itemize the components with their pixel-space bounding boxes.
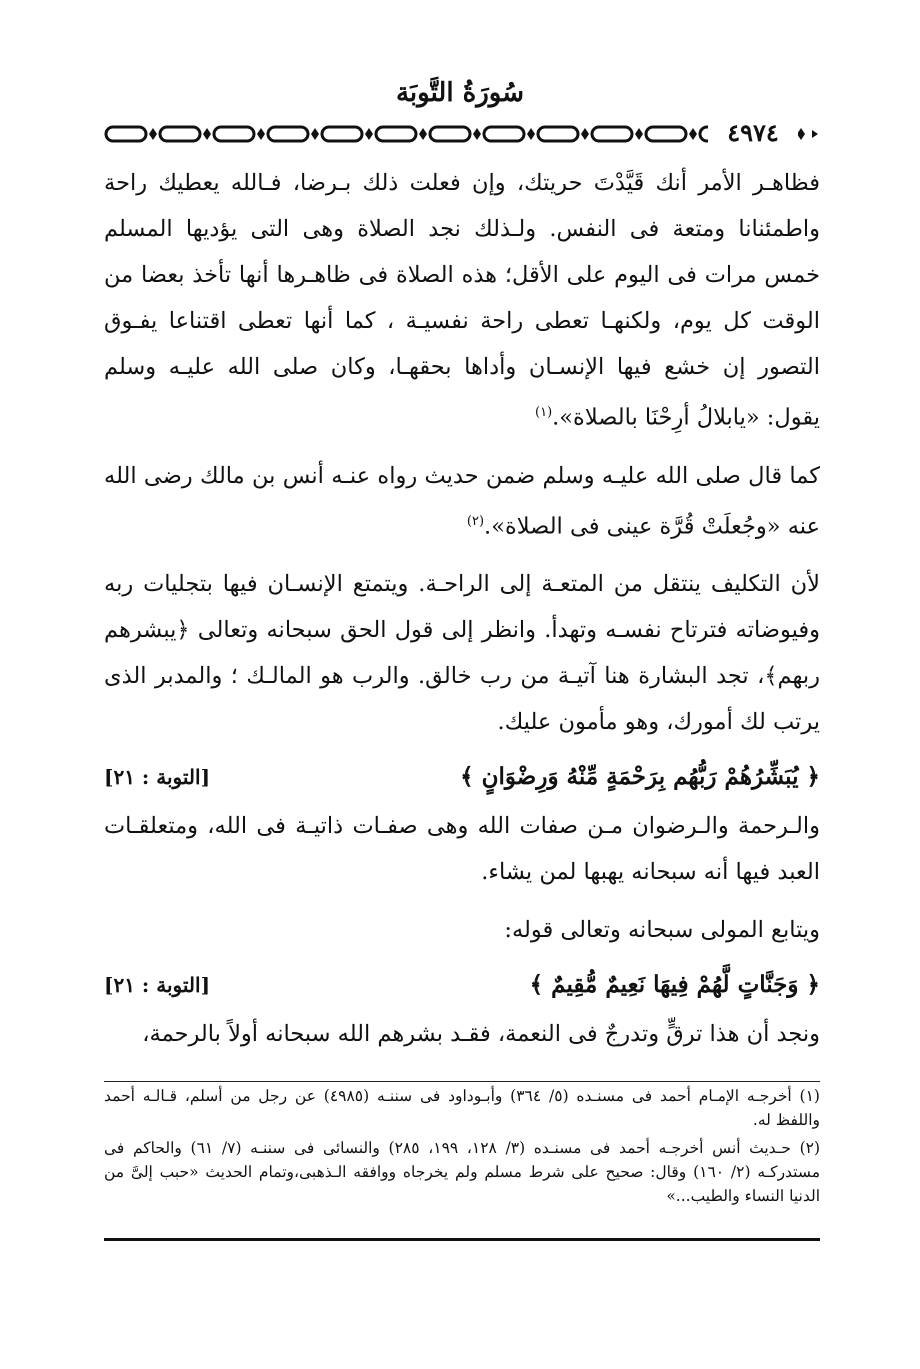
- main-text: [104, 160, 820, 1057]
- verse-text: ﴿ يُبَشِّرُهُمْ رَبُّهُم بِرَحْمَةٍ مِّنْهُ وَرِضْوَانٍ ﴾: [460, 763, 820, 790]
- paragraph-text: فظاهـر الأمر أنك قَيَّدْتَ حريتك، وإن فعلت ذلك بـرضا، فـالله يعطيك راحة واطمئنانا ومتعة فى النفس. ولـذلك نجد الصلاة وهى التى يؤديها المسلم خمس مرات فى اليوم على الأقل؛ هذه الصلاة فى ظاهـرها أنها تأخذ بعضا من الوقت كل يوم، ولكنهـا تعطى راحة نفسيـة ، كما أنها تعطى اقتناعا يفـوق التصور إن خشع فيها الإنسـان وأداها بحقهـا، وكان صلى الله عليـه وسلم يقول: «يابلالُ أرِحْنَا بالصلاة».: [104, 170, 820, 431]
- quran-verse-1: [104, 753, 820, 803]
- paragraph: والـرحمة والـرضوان مـن صفات الله وهى صفـات ذاتيـة فى الله، ومتعلقـات العبد فيها أنه سبحانه يهبها لمن يشاء.: [104, 813, 820, 885]
- footnote-1: (١) أخرجـه الإمـام أحمد فى مسنـده (٥/ ٣٦٤) وأبـوداود فى سننـه (٤٩٨٥) عن رجل من أسلم، قـالـه أحمد واللفظ له.: [104, 1087, 820, 1129]
- footnote-ref-1: (١): [535, 405, 553, 420]
- page-number: ٤٩٧٤: [708, 118, 798, 148]
- footnotes: [104, 1084, 820, 1212]
- surah-title: سُورَةُ التَّوبَة: [395, 78, 525, 108]
- verse-reference: [التوبة : ٢١]: [104, 973, 211, 997]
- footnote-2: (٢) حـديث أنس أخرجـه أحمد فى مسنـده (٣/ ١٢٨، ١٩٩، ٢٨٥) والنسائى فى سننـه (٧/ ٦١) والحاكم فى مستدركـه (٢/ ١٦٠) وقال: صحيح على شرط مسلم ولم يخرجاه ووافقه الـذهبى،وتمام الحديث «حبب إلىَّ من الدنيا النساء والطيب...»: [104, 1139, 821, 1205]
- quran-verse-2: [104, 961, 820, 1011]
- verse-text: ﴿ وَجَنَّاتٍ لَّهُمْ فِيهَا نَعِيمٌ مُّقِيمٌ ﴾: [529, 971, 820, 998]
- bottom-divider: [104, 1238, 820, 1241]
- paragraph: لأن التكليف ينتقل من المتعـة إلى الراحـة. ويتمتع الإنسـان فيها بتجليات ربه وفيوضاته فترتاح نفسـه وتهدأ. وانظر إلى قول الحق سبحانه وتعالى ﴿يبشرهم ربهم﴾، تجد البشارة هنا آتيـة من رب خالق. والرب هو المالـك ؛ والمدبر الذى يرتب لك أمورك، وهو مأمون عليك.: [104, 571, 820, 735]
- footnote-ref-2: (٢): [466, 513, 485, 529]
- paragraph: ويتابع المولى سبحانه وتعالى قوله:: [504, 917, 820, 943]
- paragraph: [104, 160, 820, 441]
- paragraph-text: كما قال صلى الله عليـه وسلم ضمن حديث رواه عنـه أنس بن مالك رضى الله عنه «وجُعلَتْ قُرَّة عينى فى الصلاة».: [104, 462, 820, 539]
- paragraph: ونجد أن هذا ترقٍّ وتدرجٌ فى النعمة، فقـد بشرهم الله سبحانه أولاً بالرحمة،: [142, 1021, 820, 1047]
- paragraph: [104, 453, 820, 550]
- footnote-divider: [104, 1081, 820, 1082]
- verse-reference: [التوبة : ٢١]: [104, 765, 211, 789]
